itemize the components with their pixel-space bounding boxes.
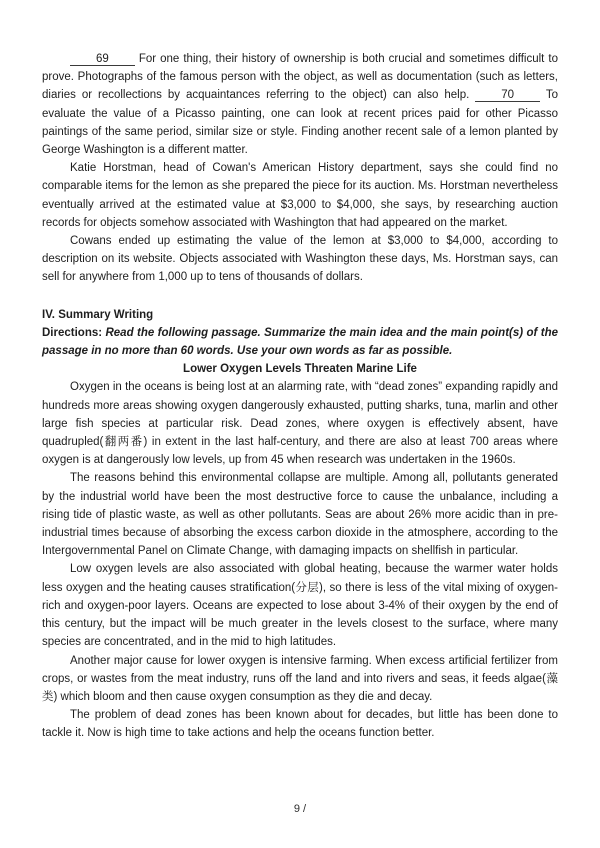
reading-passage-paragraph-3: Cowans ended up estimating the value of the lemon at $3,000 to $4,000, according to description on its website. Objects associated with Washington these days, Ms. Horstman says, can sell for anywhere from 1,000 up to tens of thousands of dollars.: [42, 235, 558, 284]
summary-paragraph-1: Oxygen in the oceans is being lost at an alarming rate, with “dead zones” expanding rapidly and hundreds more areas showing oxygen dangerously exhausted, putting sharks, tuna, marlin and other large fish species at particular risk. Dead zones, where oxygen is effectively absent, have quadrupled(翻两番) in extent in the last half-century, and there are also at least 700 areas where oxygen is at dangerously low levels, up from 45 when research was undertaken in the 1960s.: [42, 381, 558, 467]
blank-question-70: 70: [475, 89, 540, 102]
summary-paragraph-2: The reasons behind this environmental collapse are multiple. Among all, pollutants generated by the industrial world have been the most destructive force to cause the unbalance, including a rising tide of plastic waste, as well as other pollutants. Seas are about 26% more acidic than in pre-industrial times because of absorbing the excess carbon dioxide in the atmosphere, according to the Intergovernmental Panel on Climate Change, with damaging impacts on shellfish in particular.: [42, 472, 558, 558]
summary-passage-title: Lower Oxygen Levels Threaten Marine Life: [183, 363, 417, 376]
blank-question-69: 69: [70, 53, 135, 66]
passage-segment-after-69: For one thing, their history of ownership is both crucial and sometimes difficult to prove. Photographs of the famous person with the object, as well as documentation (such as letters, diaries or recollections by acquaintances referring to the object) can also help.: [42, 53, 559, 102]
reading-passage-paragraph-2: Katie Horstman, head of Cowan's American History department, says she could find no comparable items for the lemon as she prepared the piece for its auction. Ms. Horstman nevertheless eventually arrived at the estimated value at $3,000 to $4,000, she says, by researching auction records for objects somehow associated with Washington that had appeared on the market.: [42, 162, 558, 229]
summary-paragraph-5: The problem of dead zones has been known about for decades, but little has been done to tackle it. Now is high time to take actions and help the oceans function better.: [42, 709, 558, 740]
reading-passage-paragraph-1: [42, 50, 558, 159]
summary-paragraph-4: Another major cause for lower oxygen is intensive farming. When excess artificial fertilizer from crops, or wastes from the meat industry, runs off the land and into rivers and seas, it feeds algae(藻类) which bloom and then cause oxygen consumption as they die and decay.: [42, 654, 558, 703]
page-number: 9 /: [293, 802, 307, 815]
passage-segment-after-70: To evaluate the value of a Picasso painting, one can look at recent prices paid for other Picasso paintings of the same period, similar size or style. Finding another recent sale of a lemon planted by George Washington is a different matter.: [42, 89, 558, 157]
directions-text: Read the following passage. Summarize the main idea and the main point(s) of the passage in no more than 60 words. Use your own words as far as possible.: [42, 326, 558, 358]
directions-label: Directions:: [42, 326, 103, 339]
directions-paragraph: [42, 324, 558, 360]
section-heading-summary-writing: IV. Summary Writing: [42, 308, 154, 321]
summary-paragraph-3: Low oxygen levels are also associated with global heating, because the warmer water holds less oxygen and the heating causes stratification(分层), so there is less of the vital mixing of oxygen-rich and oxygen-poor layers. Oceans are expected to lose about 3-4% of their oxygen by the end of this century, but the impact will be much greater in the levels closest to the surface, where many species are concentrated, and in the mid to high latitudes.: [42, 563, 558, 649]
